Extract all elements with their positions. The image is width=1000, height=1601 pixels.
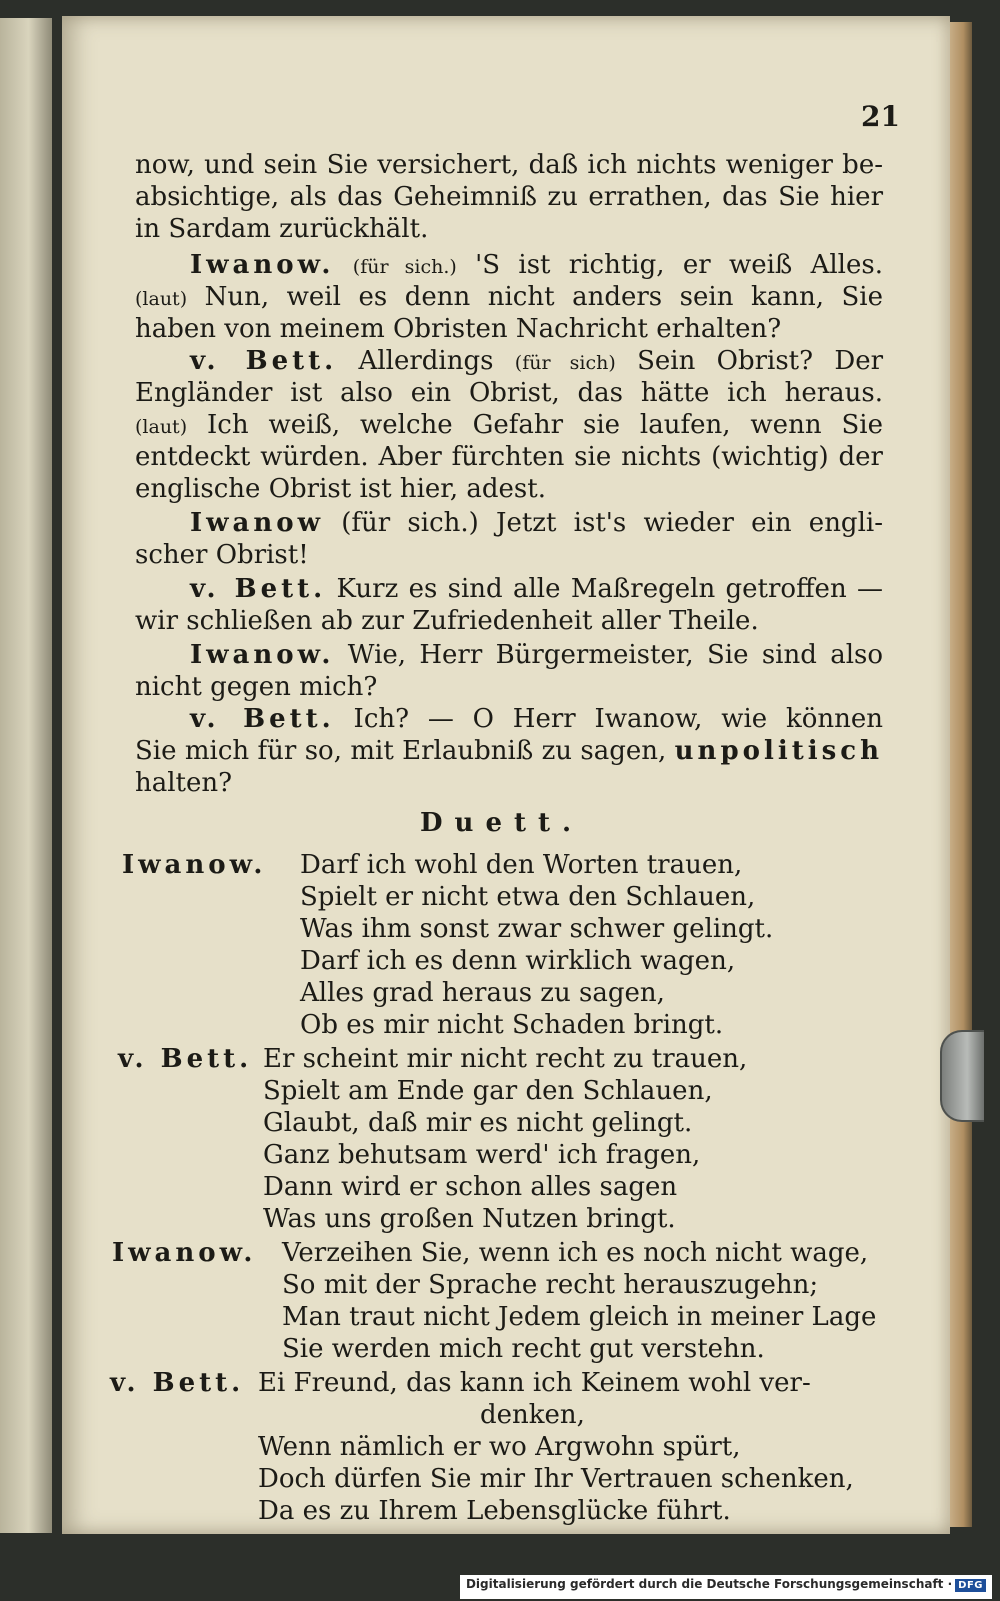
speaker-name: v. Bett. [190, 704, 335, 734]
prose-line: Engländer ist also ein Obrist, das hätte ich heraus. [135, 378, 883, 408]
speaker-name: Iwanow. [190, 640, 335, 670]
prose-line: halten? [135, 768, 233, 798]
verse-line: Glaubt, daß mir es nicht gelingt. [263, 1108, 693, 1138]
verse-line: So mit der Sprache recht herauszugehn; [282, 1270, 819, 1300]
speech-line: Iwanow. (für sich.) 'S ist richtig, er weiß Alles. [190, 250, 883, 280]
verse-line: Spielt am Ende gar den Schlauen, [263, 1076, 713, 1106]
prose-line: Sie mich für so, mit Erlaubniß zu sagen, unpolitisch [135, 736, 883, 766]
stage-direction: (laut) [135, 288, 188, 310]
prose-line: absichtige, als das Geheimniß zu errathen, das Sie hier [135, 182, 883, 212]
prose-line: now, und sein Sie versichert, daß ich nichts weniger be- [135, 150, 883, 180]
speech-line: Iwanow. Wie, Herr Bürgermeister, Sie sind also [190, 640, 884, 670]
credit-text: Digitalisierung gefördert durch die Deutsche Forschungsgemeinschaft · [465, 1577, 953, 1591]
verse-line: Er scheint mir nicht recht zu trauen, [263, 1044, 748, 1074]
prose-line: in Sardam zurückhält. [135, 214, 429, 244]
prose-line: (laut) Nun, weil es denn nicht anders sein kann, Sie [135, 282, 884, 312]
verse-line: Alles grad heraus zu sagen, [300, 978, 665, 1008]
prose-line: scher Obrist! [135, 540, 309, 570]
verse-line: Spielt er nicht etwa den Schlauen, [300, 882, 756, 912]
emphasized-word: unpolitisch [674, 736, 883, 766]
verse-speaker: Iwanow. [122, 850, 267, 880]
prose-line: englische Obrist ist hier, adest. [135, 474, 546, 504]
verse-line: Sie werden mich recht gut verstehn. [282, 1334, 765, 1364]
speech-line: v. Bett. Allerdings (für sich) Sein Obrist? Der [190, 346, 884, 376]
verse-line: Darf ich wohl den Worten trauen, [300, 850, 743, 880]
verse-line: Verzeihen Sie, wenn ich es noch nicht wage, [282, 1238, 869, 1268]
verse-line: Dann wird er schon alles sagen [263, 1172, 678, 1202]
verse-speaker: v. Bett. [110, 1368, 245, 1398]
speaker-name: Iwanow. [190, 250, 335, 280]
speech-line: v. Bett. Kurz es sind alle Maßregeln getroffen — [190, 574, 883, 604]
verse-line: Da es zu Ihrem Lebensglücke führt. [258, 1496, 731, 1526]
verse-line: Was uns großen Nutzen bringt. [263, 1204, 676, 1234]
verse-line: Wenn nämlich er wo Argwohn spürt, [258, 1432, 741, 1462]
verse-speaker: v. Bett. [118, 1044, 253, 1074]
speech-line: v. Bett. Ich? — O Herr Iwanow, wie können [190, 704, 884, 734]
speaker-name: v. Bett. [190, 346, 338, 376]
verse-line: Ob es mir nicht Schaden bringt. [300, 1010, 724, 1040]
verse-line: Was ihm sonst zwar schwer gelingt. [300, 914, 774, 944]
verse-line: Man traut nicht Jedem gleich in meiner Lage [282, 1302, 877, 1332]
speaker-name: Iwanow [190, 508, 325, 538]
prose-line: (laut) Ich weiß, welche Gefahr sie laufen, wenn Sie [135, 410, 883, 440]
prose-line: wir schließen ab zur Zufriedenheit aller Theile. [135, 606, 759, 636]
verse-line: denken, [480, 1400, 585, 1430]
section-heading: Duett. [420, 808, 584, 838]
verse-speaker: Iwanow. [112, 1238, 257, 1268]
verse-line: Ganz behutsam werd' ich fragen, [263, 1140, 701, 1170]
stage-direction: (laut) [135, 416, 188, 438]
stage-direction: (für sich) [514, 352, 616, 374]
page-number: 21 [861, 100, 900, 133]
verse-line: Darf ich es denn wirklich wagen, [300, 946, 736, 976]
verse-line: Ei Freund, das kann ich Keinem wohl ver- [258, 1368, 811, 1398]
digitization-credit [460, 1575, 992, 1599]
stage-direction: (für sich.) [352, 256, 457, 278]
prose-line: haben von meinem Obristen Nachricht erhalten? [135, 314, 782, 344]
verse-line: Doch dürfen Sie mir Ihr Vertrauen schenken, [258, 1464, 854, 1494]
prose-line: nicht gegen mich? [135, 672, 378, 702]
prose-line: entdeckt würden. Aber fürchten sie nichts (wichtig) der [135, 442, 883, 472]
dfg-logo: DFG [955, 1579, 986, 1592]
speaker-name: v. Bett. [190, 574, 327, 604]
speech-line: Iwanow (für sich.) Jetzt ist's wieder ein engli- [190, 508, 883, 538]
